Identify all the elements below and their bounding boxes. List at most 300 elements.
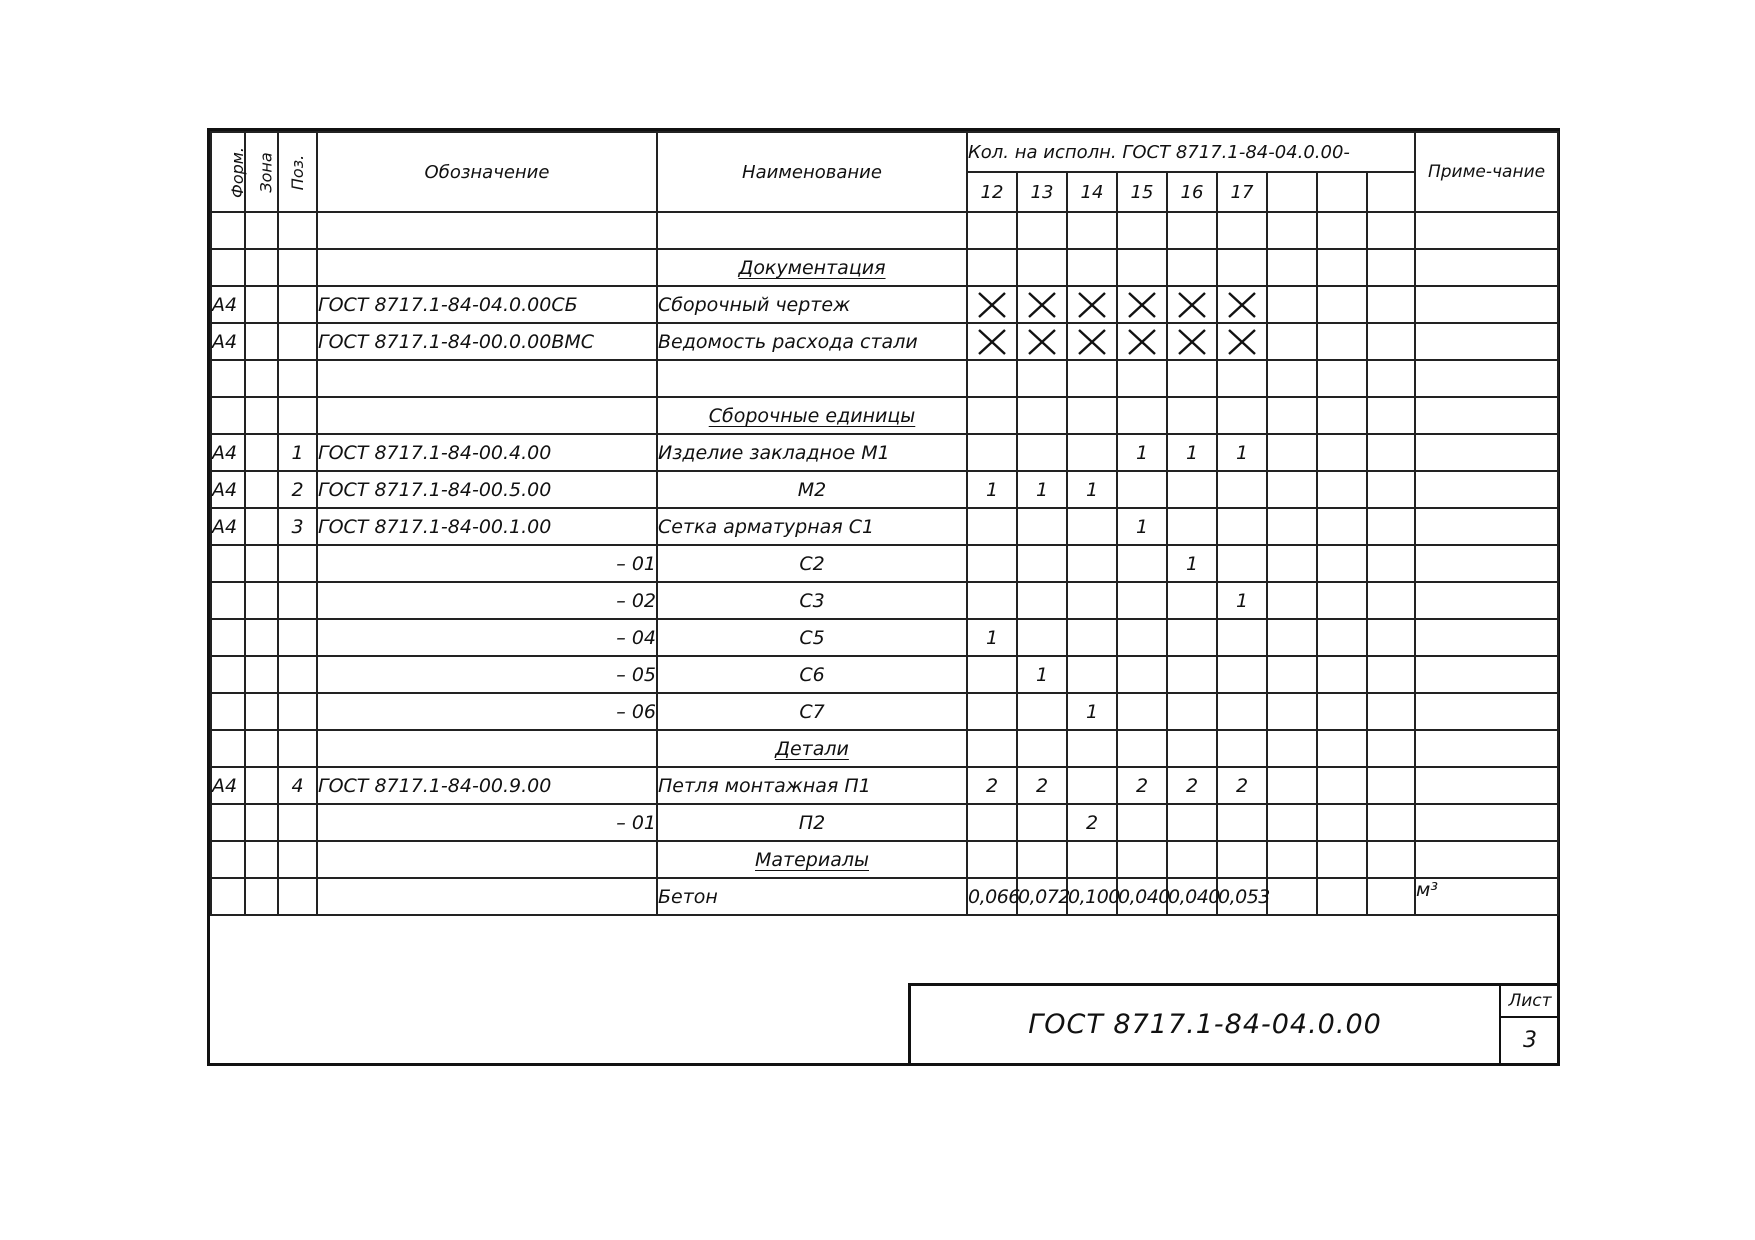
qty-cell: [967, 804, 1017, 841]
qty-cell: [1117, 212, 1167, 249]
qty-cell: 2: [967, 767, 1017, 804]
qty-cell: [1167, 619, 1217, 656]
table-row: [211, 582, 1558, 619]
name-cell: [657, 397, 967, 434]
qty-cell: [1367, 286, 1415, 323]
name-cell: [657, 212, 967, 249]
qty-cell: 1: [1217, 434, 1267, 471]
name-cell: М2: [657, 471, 967, 508]
pos-cell: [278, 212, 317, 249]
qty-cell: [1067, 360, 1117, 397]
format-cell: А4: [211, 286, 245, 323]
designation-cell: [317, 249, 657, 286]
qty-cell: [1017, 360, 1067, 397]
table-row: [211, 434, 1558, 471]
qty-cell: [1317, 434, 1367, 471]
zone-cell: [245, 878, 278, 915]
qty-cell: [967, 656, 1017, 693]
qty-cell: 2: [1067, 804, 1117, 841]
qty-cell: [1267, 434, 1317, 471]
qty-cell: 2: [1017, 767, 1067, 804]
qty-cell: 1: [1017, 656, 1067, 693]
qty-cell: [1117, 286, 1167, 323]
qty-cell: 0,040: [1117, 878, 1167, 915]
zone-cell: [245, 656, 278, 693]
qty-cell: [1117, 619, 1167, 656]
qty-cell: 2: [1217, 767, 1267, 804]
qty-cell: [1217, 619, 1267, 656]
qty-cell: [1267, 397, 1317, 434]
zone-cell: [245, 286, 278, 323]
pos-cell: [278, 582, 317, 619]
qty-cell: [1367, 212, 1415, 249]
note-cell: [1415, 323, 1558, 360]
name-cell: П2: [657, 804, 967, 841]
qty-cell: [1167, 508, 1217, 545]
qty-cell: [1167, 397, 1217, 434]
qty-cell: [1067, 323, 1117, 360]
title-block: [908, 983, 1557, 1063]
table-row: [211, 693, 1558, 730]
qty-cell: [1017, 582, 1067, 619]
qty-cell: [1217, 545, 1267, 582]
format-cell: [211, 212, 245, 249]
qty-cell: [1217, 249, 1267, 286]
designation-cell: – 01: [317, 545, 657, 582]
qty-cell: [1317, 249, 1367, 286]
qty-cell: 1: [1017, 471, 1067, 508]
note-cell: [1415, 767, 1558, 804]
qty-cell: [1367, 545, 1415, 582]
qty-cell: [1117, 841, 1167, 878]
qty-cell: [1267, 360, 1317, 397]
qty-cell: [1317, 767, 1367, 804]
zone-cell: [245, 508, 278, 545]
designation-cell: ГОСТ 8717.1-84-00.4.00: [317, 434, 657, 471]
header-variant: 16: [1167, 172, 1217, 212]
header-variant: 17: [1217, 172, 1267, 212]
note-cell: [1415, 693, 1558, 730]
pos-cell: [278, 360, 317, 397]
cross-mark-icon: [977, 328, 1007, 356]
format-cell: [211, 730, 245, 767]
designation-cell: – 05: [317, 656, 657, 693]
header-pos: Поз.: [278, 132, 317, 212]
qty-cell: [1317, 545, 1367, 582]
pos-cell: [278, 397, 317, 434]
name-cell: С2: [657, 545, 967, 582]
qty-cell: [1367, 767, 1415, 804]
qty-cell: [1017, 619, 1067, 656]
qty-cell: [1117, 656, 1167, 693]
name-cell: С7: [657, 693, 967, 730]
zone-cell: [245, 212, 278, 249]
qty-cell: [1317, 397, 1367, 434]
specification-table: [210, 131, 1559, 916]
qty-cell: [1217, 323, 1267, 360]
qty-cell: [967, 397, 1017, 434]
qty-cell: [1317, 841, 1367, 878]
name-cell: [657, 360, 967, 397]
qty-cell: [1317, 693, 1367, 730]
qty-cell: [1167, 286, 1217, 323]
qty-cell: [1017, 693, 1067, 730]
qty-cell: [1117, 323, 1167, 360]
designation-cell: [317, 397, 657, 434]
qty-cell: [1017, 249, 1067, 286]
qty-cell: [967, 360, 1017, 397]
qty-cell: [1217, 693, 1267, 730]
note-cell: [1415, 545, 1558, 582]
qty-cell: [967, 249, 1017, 286]
cross-mark-icon: [1127, 291, 1157, 319]
qty-cell: 0,053: [1217, 878, 1267, 915]
qty-cell: 1: [1217, 582, 1267, 619]
cross-mark-icon: [1227, 328, 1257, 356]
qty-cell: [1317, 360, 1367, 397]
qty-cell: [967, 582, 1017, 619]
qty-cell: [1367, 397, 1415, 434]
qty-cell: [1267, 878, 1317, 915]
qty-cell: [1017, 730, 1067, 767]
table-row: [211, 286, 1558, 323]
qty-cell: 0,100: [1067, 878, 1117, 915]
table-row: [211, 841, 1558, 878]
qty-cell: [1317, 878, 1367, 915]
zone-cell: [245, 434, 278, 471]
qty-cell: [1117, 730, 1167, 767]
qty-cell: [967, 730, 1017, 767]
zone-cell: [245, 767, 278, 804]
format-cell: [211, 878, 245, 915]
table-row: [211, 397, 1558, 434]
name-cell: [657, 249, 967, 286]
qty-cell: [967, 545, 1017, 582]
zone-cell: [245, 619, 278, 656]
note-cell: [1415, 434, 1558, 471]
pos-cell: [278, 804, 317, 841]
qty-cell: [1367, 249, 1415, 286]
table-row: [211, 323, 1558, 360]
table-row: [211, 619, 1558, 656]
format-cell: [211, 693, 245, 730]
qty-cell: 1: [967, 471, 1017, 508]
qty-cell: [1067, 656, 1117, 693]
header-format: Форм.: [211, 132, 245, 212]
qty-cell: [1317, 212, 1367, 249]
note-cell: м³: [1415, 878, 1558, 915]
qty-cell: [1367, 434, 1415, 471]
table-row: [211, 471, 1558, 508]
name-cell: Бетон: [657, 878, 967, 915]
name-cell: [657, 841, 967, 878]
pos-cell: [278, 841, 317, 878]
table-row: [211, 656, 1558, 693]
qty-cell: [1117, 360, 1167, 397]
qty-cell: [1017, 841, 1067, 878]
header-note: Приме-чание: [1415, 132, 1558, 212]
note-cell: [1415, 656, 1558, 693]
note-cell: [1415, 730, 1558, 767]
qty-cell: [967, 841, 1017, 878]
qty-cell: [1317, 804, 1367, 841]
qty-cell: [1217, 397, 1267, 434]
cross-mark-icon: [1077, 328, 1107, 356]
qty-cell: [1367, 508, 1415, 545]
qty-cell: [1367, 656, 1415, 693]
qty-cell: [1017, 434, 1067, 471]
pos-cell: [278, 878, 317, 915]
qty-cell: [1217, 471, 1267, 508]
header-designation: Обозначение: [317, 132, 657, 212]
header-variant: 13: [1017, 172, 1067, 212]
qty-cell: [1067, 249, 1117, 286]
format-cell: [211, 545, 245, 582]
qty-cell: [967, 286, 1017, 323]
designation-cell: – 06: [317, 693, 657, 730]
qty-cell: [1317, 730, 1367, 767]
pos-cell: 3: [278, 508, 317, 545]
name-cell: Сборочный чертеж: [657, 286, 967, 323]
designation-cell: [317, 212, 657, 249]
qty-cell: [1067, 212, 1117, 249]
qty-cell: 0,072: [1017, 878, 1067, 915]
sheet-cell: [1499, 986, 1559, 1063]
qty-cell: [1167, 730, 1217, 767]
designation-cell: ГОСТ 8717.1-84-00.0.00ВМС: [317, 323, 657, 360]
qty-cell: [1217, 804, 1267, 841]
designation-cell: [317, 878, 657, 915]
format-cell: А4: [211, 434, 245, 471]
designation-cell: [317, 360, 657, 397]
zone-cell: [245, 730, 278, 767]
qty-cell: [1067, 619, 1117, 656]
qty-cell: [1217, 508, 1267, 545]
qty-cell: [1267, 508, 1317, 545]
qty-cell: [1267, 804, 1317, 841]
designation-cell: – 02: [317, 582, 657, 619]
designation-cell: ГОСТ 8717.1-84-00.9.00: [317, 767, 657, 804]
qty-cell: [1017, 286, 1067, 323]
qty-cell: [1217, 286, 1267, 323]
cross-mark-icon: [1027, 328, 1057, 356]
section-title: Материалы: [755, 848, 869, 871]
qty-cell: [1167, 360, 1217, 397]
qty-cell: [1067, 582, 1117, 619]
cross-mark-icon: [977, 291, 1007, 319]
format-cell: [211, 619, 245, 656]
cross-mark-icon: [1027, 291, 1057, 319]
pos-cell: [278, 249, 317, 286]
qty-cell: 0,066: [967, 878, 1017, 915]
qty-cell: [1017, 212, 1067, 249]
pos-cell: [278, 323, 317, 360]
section-title: Сборочные единицы: [708, 404, 916, 427]
qty-cell: [1367, 878, 1415, 915]
qty-cell: [1017, 323, 1067, 360]
qty-cell: [967, 434, 1017, 471]
qty-cell: [1167, 656, 1217, 693]
header-variant: 14: [1067, 172, 1117, 212]
note-cell: [1415, 212, 1558, 249]
header-variant: 12: [967, 172, 1017, 212]
name-cell: Петля монтажная П1: [657, 767, 967, 804]
table-row: [211, 767, 1558, 804]
qty-cell: [1117, 471, 1167, 508]
qty-cell: [1167, 249, 1217, 286]
table-row: [211, 545, 1558, 582]
header-variant: [1367, 172, 1415, 212]
format-cell: [211, 841, 245, 878]
qty-cell: [1267, 471, 1317, 508]
designation-cell: ГОСТ 8717.1-84-00.5.00: [317, 471, 657, 508]
qty-cell: [1217, 730, 1267, 767]
table-row: [211, 360, 1558, 397]
qty-cell: [1167, 471, 1217, 508]
pos-cell: [278, 619, 317, 656]
qty-cell: [1317, 582, 1367, 619]
pos-cell: [278, 693, 317, 730]
qty-cell: [1367, 619, 1415, 656]
qty-cell: 1: [1117, 434, 1167, 471]
qty-cell: [1167, 582, 1217, 619]
format-cell: [211, 582, 245, 619]
note-cell: [1415, 249, 1558, 286]
zone-cell: [245, 471, 278, 508]
note-cell: [1415, 471, 1558, 508]
cross-mark-icon: [1177, 328, 1207, 356]
qty-cell: [1367, 360, 1415, 397]
qty-cell: [1167, 212, 1217, 249]
qty-cell: [967, 212, 1017, 249]
qty-cell: [1067, 545, 1117, 582]
header-variant: 15: [1117, 172, 1167, 212]
qty-cell: [1317, 619, 1367, 656]
qty-cell: [967, 693, 1017, 730]
zone-cell: [245, 582, 278, 619]
format-cell: [211, 656, 245, 693]
sheet-number: 3: [1523, 1028, 1537, 1053]
format-cell: А4: [211, 508, 245, 545]
zone-cell: [245, 804, 278, 841]
qty-cell: [1367, 323, 1415, 360]
qty-cell: [1267, 693, 1317, 730]
qty-cell: 1: [1067, 471, 1117, 508]
table-row: [211, 508, 1558, 545]
format-cell: А4: [211, 471, 245, 508]
table-row: [211, 804, 1558, 841]
designation-cell: – 04: [317, 619, 657, 656]
qty-cell: [1267, 323, 1317, 360]
drawing-sheet: [207, 128, 1560, 1066]
name-cell: Сетка арматурная С1: [657, 508, 967, 545]
qty-cell: [1267, 619, 1317, 656]
qty-cell: [1117, 249, 1167, 286]
qty-cell: 1: [1167, 545, 1217, 582]
qty-cell: [1267, 582, 1317, 619]
qty-cell: [1317, 471, 1367, 508]
note-cell: [1415, 397, 1558, 434]
table-row: [211, 212, 1558, 249]
name-cell: С6: [657, 656, 967, 693]
qty-cell: [1217, 841, 1267, 878]
qty-cell: [1267, 212, 1317, 249]
qty-cell: [1367, 693, 1415, 730]
qty-cell: [1267, 545, 1317, 582]
qty-cell: [1267, 730, 1317, 767]
qty-cell: [1217, 360, 1267, 397]
qty-cell: [1067, 841, 1117, 878]
zone-cell: [245, 323, 278, 360]
format-cell: [211, 249, 245, 286]
qty-cell: [1217, 212, 1267, 249]
name-cell: С3: [657, 582, 967, 619]
qty-cell: [1317, 656, 1367, 693]
name-cell: Ведомость расхода стали: [657, 323, 967, 360]
format-cell: [211, 360, 245, 397]
note-cell: [1415, 360, 1558, 397]
qty-cell: [967, 508, 1017, 545]
document-code: ГОСТ 8717.1-84-04.0.00: [1028, 1009, 1382, 1040]
name-cell: Изделие закладное М1: [657, 434, 967, 471]
header-variant: [1317, 172, 1367, 212]
designation-cell: – 01: [317, 804, 657, 841]
pos-cell: 1: [278, 434, 317, 471]
qty-cell: [1267, 286, 1317, 323]
qty-cell: [1117, 693, 1167, 730]
qty-cell: [1117, 397, 1167, 434]
zone-cell: [245, 841, 278, 878]
pos-cell: [278, 656, 317, 693]
format-cell: [211, 804, 245, 841]
qty-cell: [1017, 397, 1067, 434]
qty-cell: [1317, 323, 1367, 360]
qty-cell: [1317, 286, 1367, 323]
qty-cell: [1117, 804, 1167, 841]
note-cell: [1415, 841, 1558, 878]
qty-cell: [1167, 323, 1217, 360]
qty-cell: 1: [1117, 508, 1167, 545]
note-cell: [1415, 286, 1558, 323]
qty-cell: 1: [967, 619, 1017, 656]
qty-cell: [1267, 767, 1317, 804]
qty-cell: [1167, 841, 1217, 878]
qty-cell: [1017, 545, 1067, 582]
qty-cell: 2: [1117, 767, 1167, 804]
designation-cell: ГОСТ 8717.1-84-00.1.00: [317, 508, 657, 545]
qty-cell: 1: [1167, 434, 1217, 471]
qty-cell: 0,040: [1167, 878, 1217, 915]
qty-cell: [1067, 508, 1117, 545]
qty-cell: [967, 323, 1017, 360]
note-cell: [1415, 582, 1558, 619]
cross-mark-icon: [1077, 291, 1107, 319]
header-qty-group: Кол. на исполн. ГОСТ 8717.1-84-04.0.00-: [967, 132, 1415, 172]
zone-cell: [245, 249, 278, 286]
header-zone: Зона: [245, 132, 278, 212]
qty-cell: [1267, 249, 1317, 286]
zone-cell: [245, 693, 278, 730]
qty-cell: [1367, 471, 1415, 508]
zone-cell: [245, 545, 278, 582]
pos-cell: 4: [278, 767, 317, 804]
qty-cell: [1117, 545, 1167, 582]
format-cell: [211, 397, 245, 434]
header-name: Наименование: [657, 132, 967, 212]
note-cell: [1415, 804, 1558, 841]
qty-cell: [1167, 693, 1217, 730]
designation-cell: ГОСТ 8717.1-84-04.0.00СБ: [317, 286, 657, 323]
